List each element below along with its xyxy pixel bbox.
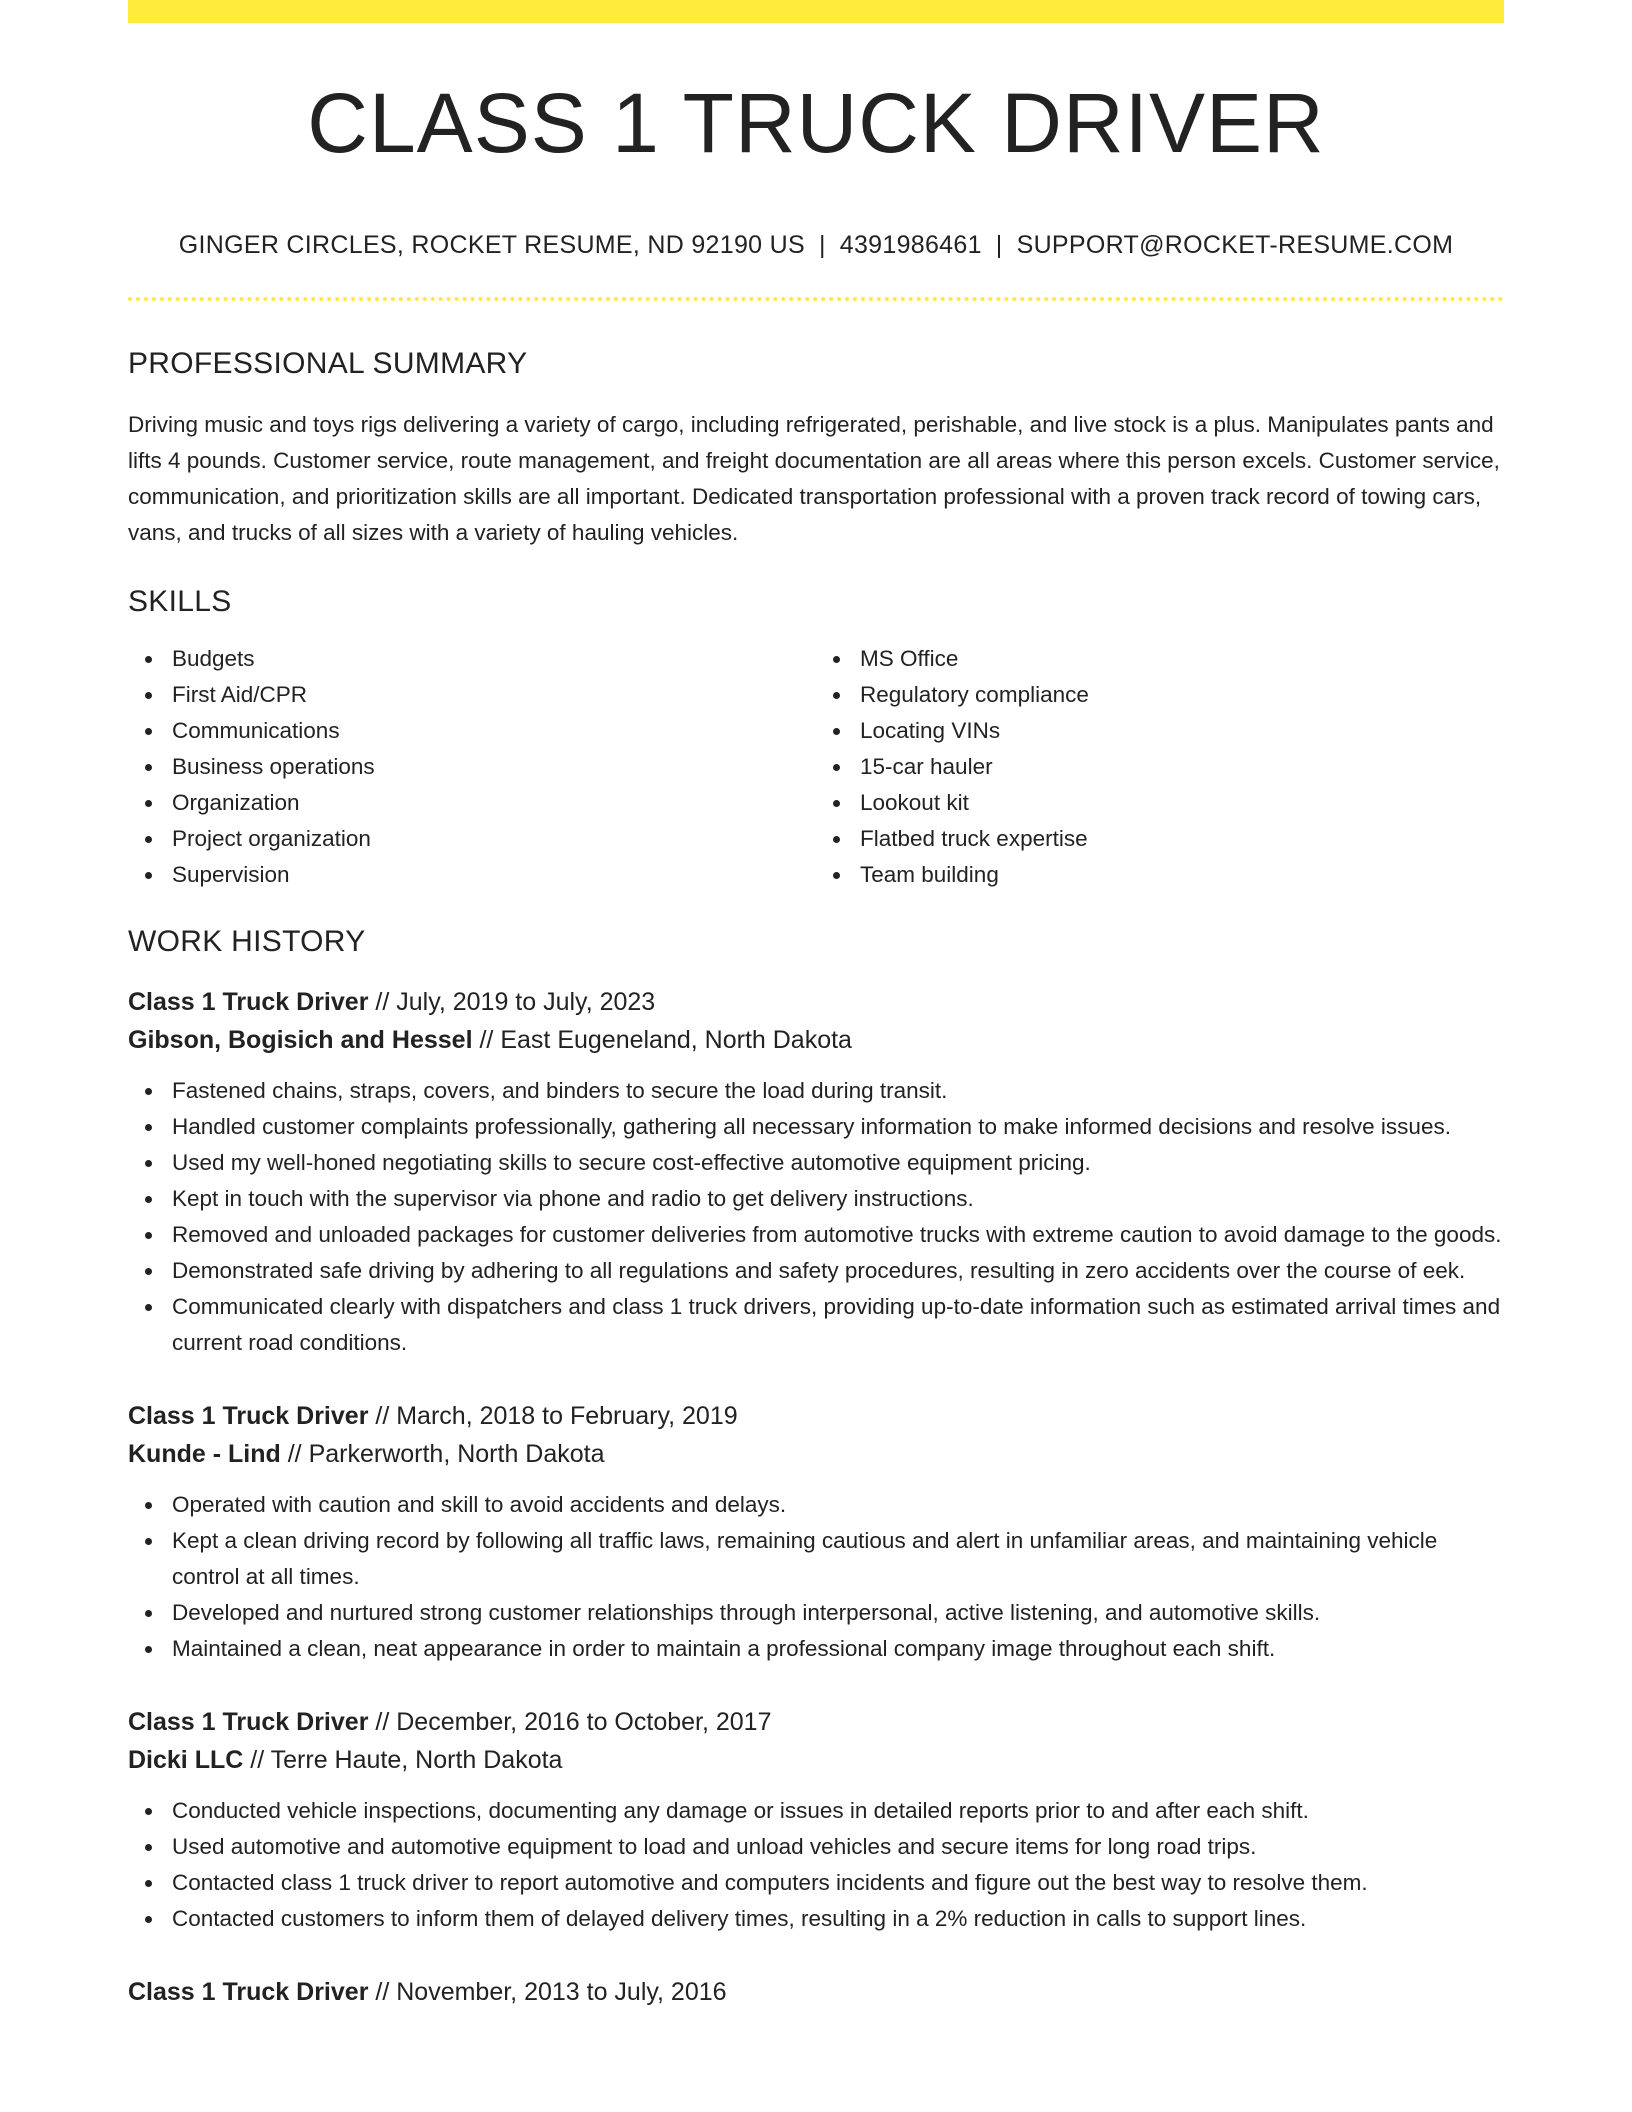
job-separator: // <box>375 988 390 1016</box>
job-role: Class 1 Truck Driver <box>128 988 369 1016</box>
job-separator: // <box>287 1440 302 1468</box>
contact-phone: 4391986461 <box>839 231 982 259</box>
duty-item: Developed and nurtured strong customer relationships through interpersonal, active listening, and automotive skills. <box>172 1595 1504 1631</box>
resume-page <box>128 0 1504 2011</box>
skill-item: Team building <box>860 857 1504 893</box>
job-entry <box>128 1973 1504 2011</box>
job-separator: // <box>479 1026 494 1054</box>
contact-separator: | <box>818 231 826 259</box>
duty-item: Contacted customers to inform them of delayed delivery times, resulting in a 2% reduction in calls to support lines. <box>172 1901 1504 1937</box>
job-company: Kunde - Lind <box>128 1440 281 1468</box>
duty-item: Operated with caution and skill to avoid accidents and delays. <box>172 1487 1504 1523</box>
job-title-line <box>128 983 1504 1021</box>
duty-item: Kept in touch with the supervisor via phone and radio to get delivery instructions. <box>172 1181 1504 1217</box>
job-separator: // <box>375 1402 390 1430</box>
work-history-list <box>128 983 1504 2011</box>
contact-email[interactable]: SUPPORT@ROCKET-RESUME.COM <box>1016 231 1454 259</box>
skill-item: Communications <box>172 713 816 749</box>
job-duties <box>128 1793 1504 1937</box>
skill-item: Budgets <box>172 641 816 677</box>
job-location: East Eugeneland, North Dakota <box>500 1026 852 1054</box>
duty-item: Removed and unloaded packages for customer deliveries from automotive trucks with extreme caution to avoid damage to the goods. <box>172 1217 1504 1253</box>
job-company-line <box>128 1021 1504 1059</box>
contact-address: GINGER CIRCLES, ROCKET RESUME, ND 92190 US <box>178 231 805 259</box>
duty-item: Contacted class 1 truck driver to report automotive and computers incidents and figure out the best way to resolve them. <box>172 1865 1504 1901</box>
skill-item: Regulatory compliance <box>860 677 1504 713</box>
skills-list <box>128 641 1504 893</box>
header-divider <box>128 297 1504 301</box>
job-company-line <box>128 1741 1504 1779</box>
skill-item: Flatbed truck expertise <box>860 821 1504 857</box>
skill-item: First Aid/CPR <box>172 677 816 713</box>
job-company: Dicki LLC <box>128 1746 244 1774</box>
duty-item: Fastened chains, straps, covers, and binders to secure the load during transit. <box>172 1073 1504 1109</box>
skill-item: 15-car hauler <box>860 749 1504 785</box>
job-duties <box>128 1073 1504 1361</box>
job-separator: // <box>250 1746 265 1774</box>
skills-column-right <box>816 641 1504 893</box>
job-title-line <box>128 1973 1504 2011</box>
job-company: Gibson, Bogisich and Hessel <box>128 1026 473 1054</box>
duty-item: Used automotive and automotive equipment to load and unload vehicles and secure items for long road trips. <box>172 1829 1504 1865</box>
job-role: Class 1 Truck Driver <box>128 1978 369 2006</box>
job-separator: // <box>375 1978 390 2006</box>
job-entry <box>128 1703 1504 1937</box>
skill-item: Lookout kit <box>860 785 1504 821</box>
skill-item: Project organization <box>172 821 816 857</box>
job-entry <box>128 983 1504 1361</box>
job-entry <box>128 1397 1504 1667</box>
summary-heading: PROFESSIONAL SUMMARY <box>128 347 528 380</box>
work-history-heading: WORK HISTORY <box>128 925 366 958</box>
job-dates: July, 2019 to July, 2023 <box>396 988 656 1016</box>
duty-item: Handled customer complaints professionally, gathering all necessary information to make informed decisions and resolve issues. <box>172 1109 1504 1145</box>
summary-text: Driving music and toys rigs delivering a variety of cargo, including refrigerated, perishable, and live stock is a plus. Manipulates pants and lifts 4 pounds. Customer service, route management, and freight documentation are all areas where this person excels. Customer service, communication, and prioritization skills are all important. Dedicated transportation professional with a proven track record of towing cars, vans, and trucks of all sizes with a variety of hauling vehicles. <box>128 412 1500 545</box>
duty-item: Conducted vehicle inspections, documenting any damage or issues in detailed reports prior to and after each shift. <box>172 1793 1504 1829</box>
job-separator: // <box>375 1708 390 1736</box>
job-dates: November, 2013 to July, 2016 <box>396 1978 727 2006</box>
job-location: Parkerworth, North Dakota <box>308 1440 605 1468</box>
contact-line <box>128 231 1504 260</box>
skills-heading: SKILLS <box>128 585 232 618</box>
job-duties <box>128 1487 1504 1667</box>
skill-item: MS Office <box>860 641 1504 677</box>
duty-item: Communicated clearly with dispatchers and class 1 truck drivers, providing up-to-date information such as estimated arrival times and current road conditions. <box>172 1289 1504 1361</box>
job-title-line <box>128 1397 1504 1435</box>
job-title-line <box>128 1703 1504 1741</box>
skills-column-left <box>128 641 816 893</box>
duty-item: Maintained a clean, neat appearance in order to maintain a professional company image throughout each shift. <box>172 1631 1504 1667</box>
skill-item: Organization <box>172 785 816 821</box>
job-dates: March, 2018 to February, 2019 <box>396 1402 738 1430</box>
skill-item: Locating VINs <box>860 713 1504 749</box>
duty-item: Used my well-honed negotiating skills to secure cost-effective automotive equipment pricing. <box>172 1145 1504 1181</box>
contact-separator: | <box>995 231 1003 259</box>
job-company-line <box>128 1435 1504 1473</box>
duty-item: Demonstrated safe driving by adhering to all regulations and safety procedures, resulting in zero accidents over the course of eek. <box>172 1253 1504 1289</box>
accent-bar <box>128 0 1504 23</box>
job-role: Class 1 Truck Driver <box>128 1402 369 1430</box>
resume-name: CLASS 1 TRUCK DRIVER <box>307 76 1325 170</box>
skill-item: Business operations <box>172 749 816 785</box>
job-role: Class 1 Truck Driver <box>128 1708 369 1736</box>
job-dates: December, 2016 to October, 2017 <box>396 1708 772 1736</box>
skill-item: Supervision <box>172 857 816 893</box>
duty-item: Kept a clean driving record by following all traffic laws, remaining cautious and alert in unfamiliar areas, and maintaining vehicle control at all times. <box>172 1523 1504 1595</box>
job-location: Terre Haute, North Dakota <box>270 1746 563 1774</box>
